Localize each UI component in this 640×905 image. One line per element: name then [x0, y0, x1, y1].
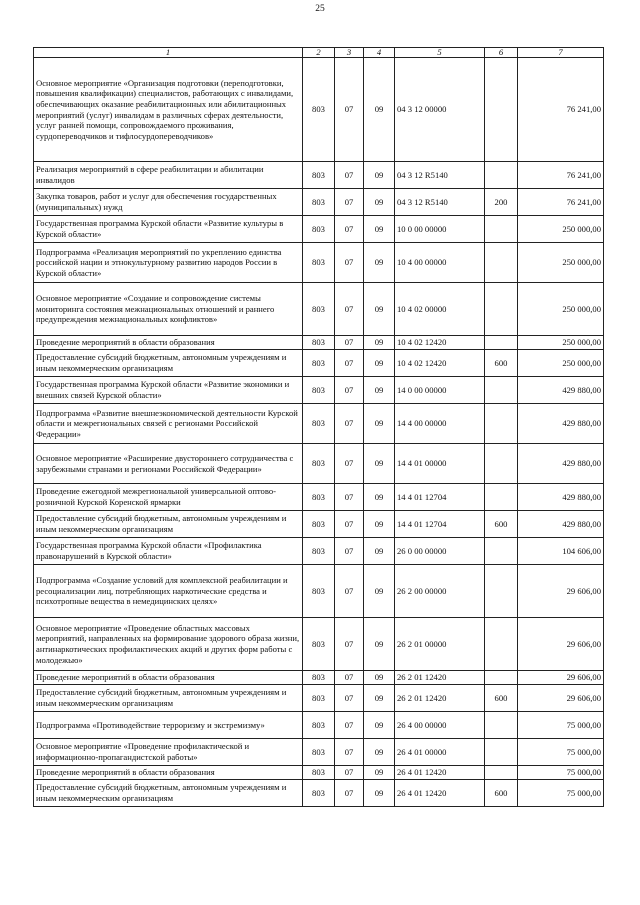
row-ministry: 803: [303, 712, 335, 739]
row-subsection: 09: [364, 162, 395, 189]
header-col-2: 2: [303, 48, 335, 58]
row-target: 10 4 02 12420: [395, 350, 485, 377]
row-section: 07: [335, 216, 364, 243]
table-row: [34, 618, 604, 671]
row-name: Реализация мероприятий в сфере реабилитации и абилитации инвалидов: [34, 162, 303, 189]
row-expense-type: 600: [485, 511, 518, 538]
row-ministry: 803: [303, 58, 335, 162]
row-section: 07: [335, 189, 364, 216]
row-subsection: 09: [364, 336, 395, 350]
row-target: 26 4 01 12420: [395, 780, 485, 807]
row-subsection: 09: [364, 565, 395, 618]
row-expense-type: 200: [485, 189, 518, 216]
table-row: [34, 766, 604, 780]
row-amount: 75 000,00: [518, 739, 604, 766]
row-amount: 29 606,00: [518, 685, 604, 712]
row-subsection: 09: [364, 189, 395, 216]
row-target: 26 4 01 00000: [395, 739, 485, 766]
row-section: 07: [335, 377, 364, 404]
row-amount: 29 606,00: [518, 565, 604, 618]
row-expense-type: [485, 538, 518, 565]
row-target: 26 2 01 00000: [395, 618, 485, 671]
row-target: 26 2 01 12420: [395, 685, 485, 712]
row-subsection: 09: [364, 377, 395, 404]
row-name: Основное мероприятие «Создание и сопровождение системы мониторинга состояния межнациональных отношений и раннего предупреждения межнациональных конфликтов»: [34, 283, 303, 336]
row-subsection: 09: [364, 444, 395, 484]
row-section: 07: [335, 404, 364, 444]
row-section: 07: [335, 283, 364, 336]
row-subsection: 09: [364, 404, 395, 444]
row-amount: 76 241,00: [518, 58, 604, 162]
row-amount: 250 000,00: [518, 243, 604, 283]
row-subsection: 09: [364, 216, 395, 243]
row-amount: 429 880,00: [518, 484, 604, 511]
header-col-6: 6: [485, 48, 518, 58]
row-expense-type: [485, 444, 518, 484]
row-subsection: 09: [364, 685, 395, 712]
row-amount: 104 606,00: [518, 538, 604, 565]
row-ministry: 803: [303, 565, 335, 618]
row-name: Проведение мероприятий в области образования: [34, 671, 303, 685]
row-subsection: 09: [364, 484, 395, 511]
row-expense-type: [485, 712, 518, 739]
row-ministry: 803: [303, 739, 335, 766]
row-ministry: 803: [303, 444, 335, 484]
header-col-1: 1: [34, 48, 303, 58]
row-target: 14 4 00 00000: [395, 404, 485, 444]
row-ministry: 803: [303, 216, 335, 243]
row-target: 10 4 02 12420: [395, 336, 485, 350]
row-amount: 429 880,00: [518, 444, 604, 484]
row-section: 07: [335, 484, 364, 511]
row-target: 26 2 01 12420: [395, 671, 485, 685]
row-expense-type: 600: [485, 780, 518, 807]
row-name: Проведение ежегодной межрегиональной универсальной оптово-розничной Курской Коренской ярмарки: [34, 484, 303, 511]
row-section: 07: [335, 739, 364, 766]
row-ministry: 803: [303, 404, 335, 444]
header-col-7: 7: [518, 48, 604, 58]
row-section: 07: [335, 511, 364, 538]
row-ministry: 803: [303, 671, 335, 685]
row-expense-type: [485, 618, 518, 671]
row-ministry: 803: [303, 618, 335, 671]
row-target: 14 4 01 12704: [395, 484, 485, 511]
row-subsection: 09: [364, 538, 395, 565]
row-expense-type: 600: [485, 350, 518, 377]
row-section: 07: [335, 712, 364, 739]
row-subsection: 09: [364, 511, 395, 538]
row-amount: 429 880,00: [518, 377, 604, 404]
row-ministry: 803: [303, 511, 335, 538]
row-section: 07: [335, 58, 364, 162]
row-expense-type: [485, 404, 518, 444]
row-target: 10 0 00 00000: [395, 216, 485, 243]
row-amount: 429 880,00: [518, 511, 604, 538]
row-expense-type: [485, 243, 518, 283]
row-expense-type: [485, 766, 518, 780]
row-ministry: 803: [303, 538, 335, 565]
header-col-5: 5: [395, 48, 485, 58]
row-target: 04 3 12 R5140: [395, 162, 485, 189]
row-subsection: 09: [364, 58, 395, 162]
row-name: Государственная программа Курской области «Развитие культуры в Курской области»: [34, 216, 303, 243]
table-row: [34, 565, 604, 618]
table-row: [34, 216, 604, 243]
row-expense-type: [485, 58, 518, 162]
budget-table: [33, 47, 604, 807]
row-expense-type: [485, 671, 518, 685]
page-number: 25: [315, 4, 325, 14]
row-amount: 250 000,00: [518, 336, 604, 350]
row-target: 14 4 01 12704: [395, 511, 485, 538]
table-row: [34, 58, 604, 162]
table-row: [34, 377, 604, 404]
row-expense-type: [485, 484, 518, 511]
row-section: 07: [335, 685, 364, 712]
row-amount: 75 000,00: [518, 766, 604, 780]
row-target: 26 4 01 12420: [395, 766, 485, 780]
row-target: 04 3 12 R5140: [395, 189, 485, 216]
table-row: [34, 243, 604, 283]
row-amount: 29 606,00: [518, 618, 604, 671]
table-row: [34, 712, 604, 739]
row-target: 26 4 00 00000: [395, 712, 485, 739]
table-row: [34, 538, 604, 565]
table-row: [34, 404, 604, 444]
row-expense-type: [485, 377, 518, 404]
row-target: 26 0 00 00000: [395, 538, 485, 565]
table-row: [34, 350, 604, 377]
row-expense-type: [485, 283, 518, 336]
table-row: [34, 671, 604, 685]
row-target: 26 2 00 00000: [395, 565, 485, 618]
row-expense-type: [485, 336, 518, 350]
row-section: 07: [335, 350, 364, 377]
row-subsection: 09: [364, 283, 395, 336]
row-ministry: 803: [303, 162, 335, 189]
row-ministry: 803: [303, 336, 335, 350]
row-name: Основное мероприятие «Проведение областных массовых мероприятий, направленных на формирование здорового образа жизни, антинаркотических профилактических акций и других форм работы с молодежью»: [34, 618, 303, 671]
row-name: Подпрограмма «Реализация мероприятий по укреплению единства российской нации и этнокультурному развитию народов России в Курской области»: [34, 243, 303, 283]
row-amount: 76 241,00: [518, 189, 604, 216]
row-expense-type: [485, 565, 518, 618]
row-subsection: 09: [364, 739, 395, 766]
row-section: 07: [335, 444, 364, 484]
row-section: 07: [335, 780, 364, 807]
header-col-4: 4: [364, 48, 395, 58]
row-expense-type: [485, 162, 518, 189]
row-section: 07: [335, 162, 364, 189]
row-expense-type: 600: [485, 685, 518, 712]
row-ministry: 803: [303, 484, 335, 511]
row-section: 07: [335, 243, 364, 283]
row-amount: 76 241,00: [518, 162, 604, 189]
table-row: [34, 189, 604, 216]
row-amount: 429 880,00: [518, 404, 604, 444]
row-amount: 250 000,00: [518, 216, 604, 243]
row-name: Основное мероприятие «Организация подготовки (переподготовки, повышения квалификации) специалистов, работающих с инвалидами, обеспечивающих оказание реабилитационных или абилитационных мероприятий (услуг) инвалидам в различных сферах деятельности, услуг ранней помощи, сопровождаемого проживания, сурдопереводчиков и тифлосурдопереводчиков»: [34, 58, 303, 162]
row-amount: 250 000,00: [518, 283, 604, 336]
row-section: 07: [335, 336, 364, 350]
row-section: 07: [335, 618, 364, 671]
row-target: 14 0 00 00000: [395, 377, 485, 404]
row-ministry: 803: [303, 377, 335, 404]
row-subsection: 09: [364, 671, 395, 685]
row-target: 14 4 01 00000: [395, 444, 485, 484]
row-amount: 250 000,00: [518, 350, 604, 377]
row-ministry: 803: [303, 243, 335, 283]
table-row: [34, 162, 604, 189]
table-row: [34, 739, 604, 766]
row-ministry: 803: [303, 766, 335, 780]
row-target: 10 4 02 00000: [395, 283, 485, 336]
table-row: [34, 484, 604, 511]
row-ministry: 803: [303, 350, 335, 377]
row-target: 10 4 00 00000: [395, 243, 485, 283]
table-row: [34, 444, 604, 484]
row-target: 04 3 12 00000: [395, 58, 485, 162]
table-header-row: [34, 48, 604, 58]
row-name: Предоставление субсидий бюджетным, автономным учреждениям и иным некоммерческим организациям: [34, 685, 303, 712]
row-ministry: 803: [303, 685, 335, 712]
row-section: 07: [335, 766, 364, 780]
row-ministry: 803: [303, 780, 335, 807]
row-name: Подпрограмма «Создание условий для комплексной реабилитации и ресоциализации лиц, потребляющих наркотические средства и психотропные вещества в немедицинских целях»: [34, 565, 303, 618]
table-row: [34, 336, 604, 350]
table-row: [34, 511, 604, 538]
row-expense-type: [485, 216, 518, 243]
row-name: Основное мероприятие «Расширение двустороннего сотрудничества с зарубежными странами и регионами Российской Федерации»: [34, 444, 303, 484]
row-section: 07: [335, 538, 364, 565]
row-name: Основное мероприятие «Проведение профилактической и информационно-пропагандистской работы»: [34, 739, 303, 766]
header-col-3: 3: [335, 48, 364, 58]
row-subsection: 09: [364, 243, 395, 283]
row-name: Государственная программа Курской области «Развитие экономики и внешних связей Курской области»: [34, 377, 303, 404]
row-amount: 75 000,00: [518, 780, 604, 807]
row-name: Государственная программа Курской области «Профилактика правонарушений в Курской области»: [34, 538, 303, 565]
row-name: Закупка товаров, работ и услуг для обеспечения государственных (муниципальных) нужд: [34, 189, 303, 216]
row-section: 07: [335, 565, 364, 618]
row-name: Предоставление субсидий бюджетным, автономным учреждениям и иным некоммерческим организациям: [34, 350, 303, 377]
row-subsection: 09: [364, 618, 395, 671]
row-expense-type: [485, 739, 518, 766]
table-row: [34, 780, 604, 807]
row-name: Проведение мероприятий в области образования: [34, 336, 303, 350]
row-name: Проведение мероприятий в области образования: [34, 766, 303, 780]
row-section: 07: [335, 671, 364, 685]
row-name: Предоставление субсидий бюджетным, автономным учреждениям и иным некоммерческим организациям: [34, 780, 303, 807]
row-name: Предоставление субсидий бюджетным, автономным учреждениям и иным некоммерческим организациям: [34, 511, 303, 538]
row-subsection: 09: [364, 712, 395, 739]
row-name: Подпрограмма «Противодействие терроризму и экстремизму»: [34, 712, 303, 739]
row-ministry: 803: [303, 189, 335, 216]
row-amount: 29 606,00: [518, 671, 604, 685]
row-subsection: 09: [364, 780, 395, 807]
row-ministry: 803: [303, 283, 335, 336]
row-amount: 75 000,00: [518, 712, 604, 739]
table-row: [34, 283, 604, 336]
row-subsection: 09: [364, 350, 395, 377]
row-name: Подпрограмма «Развитие внешнеэкономической деятельности Курской области и межрегиональных связей с регионами Российской Федерации»: [34, 404, 303, 444]
row-subsection: 09: [364, 766, 395, 780]
table-row: [34, 685, 604, 712]
